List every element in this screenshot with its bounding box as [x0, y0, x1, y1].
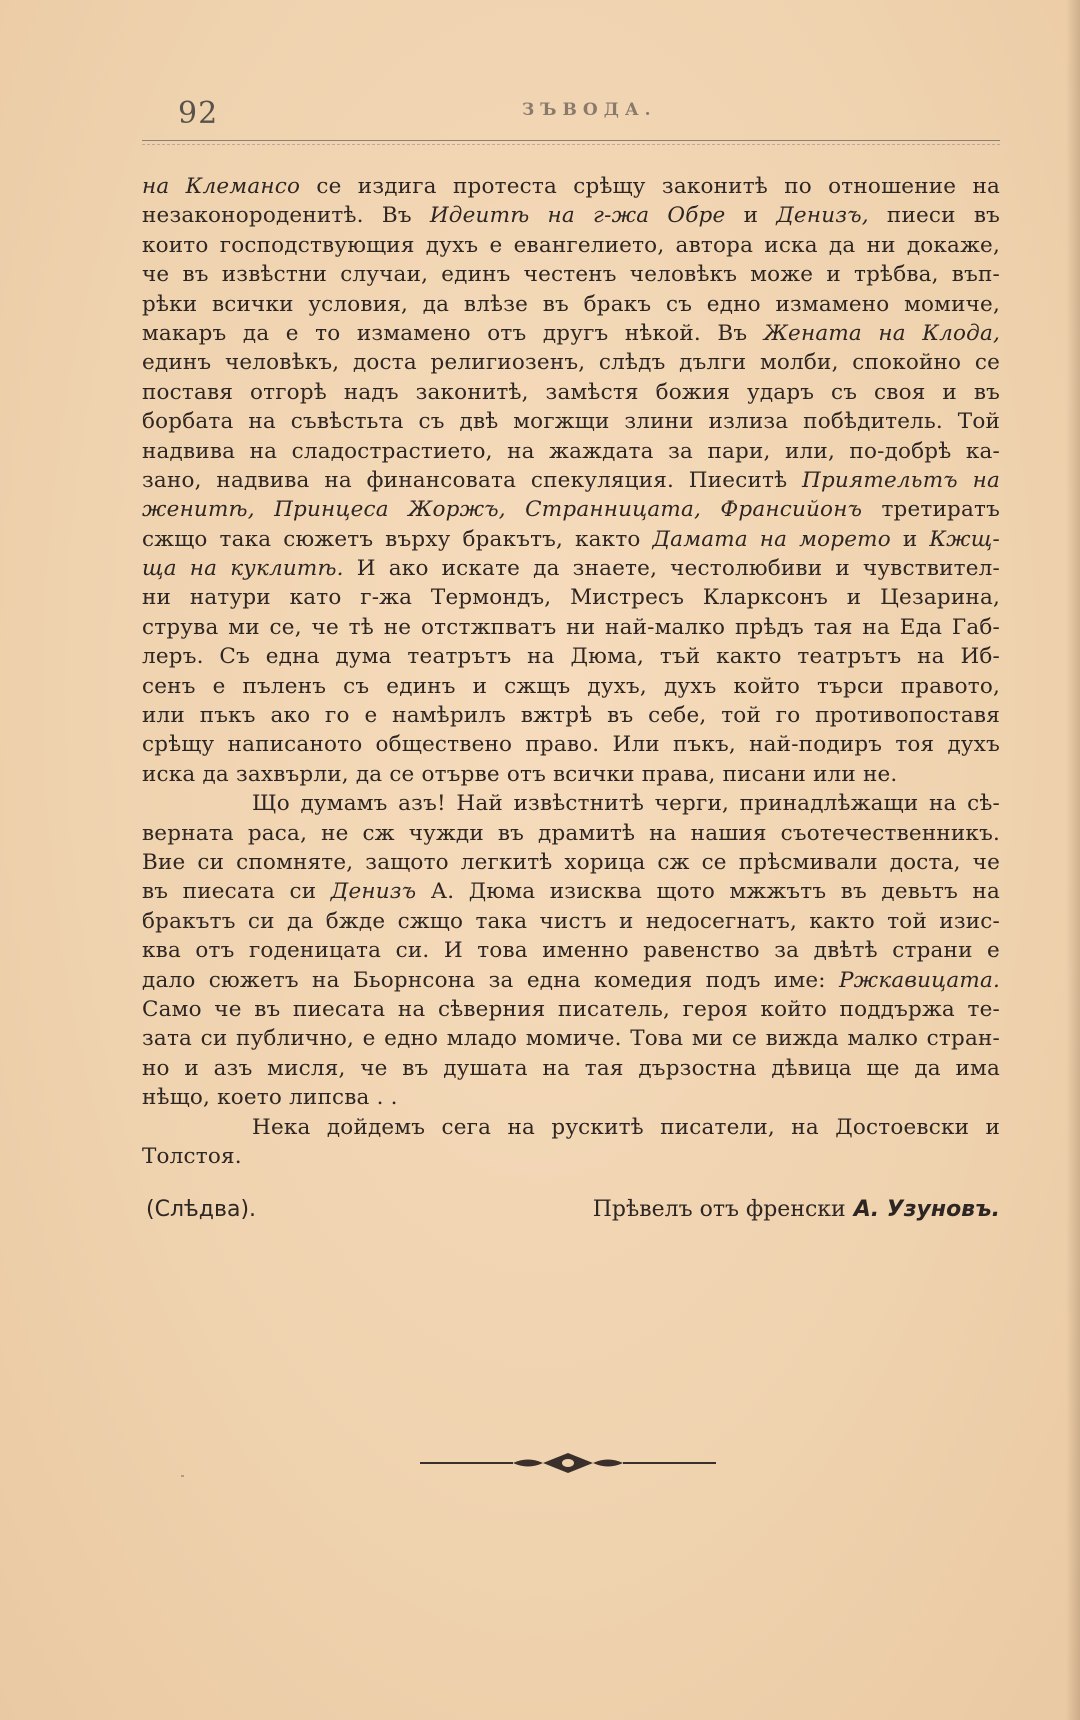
text-line [142, 348, 1000, 377]
text-line [142, 672, 1000, 701]
page-header [142, 96, 1000, 140]
text-segment: но и азъ мисля, че въ душата на тая дързостна дѣвица ще да има [142, 1055, 1000, 1081]
text-segment: леръ. Съ една дума театрътъ на Дюма, тъй както театрътъ на Иб- [142, 644, 1000, 670]
text-line [142, 437, 1000, 466]
text-segment: иска да захвърли, да се отърве отъ всички права, писани или не. [142, 761, 898, 787]
text-line [142, 966, 1000, 995]
text-segment: поставя отгорѣ надъ законитѣ, замѣстя божия ударъ съ своя и въ [142, 379, 1000, 405]
text-segment: че въ извѣстни случаи, единъ честенъ человѣкъ може и трѣбва, въп- [142, 262, 1000, 288]
text-line [142, 231, 1000, 260]
text-segment: сжщо така сюжетъ върху бракътъ, както [142, 526, 653, 552]
translator-name: А. Узуновъ. [853, 1197, 1000, 1222]
italic-title-text: Приятельтъ на [802, 467, 1000, 493]
text-segment: единъ человѣкъ, доста религиозенъ, слѣдъ дълги молби, спокойно се [142, 350, 1000, 376]
text-line [142, 760, 1000, 789]
text-segment: борбата на съвѣстьта съ двѣ могжщи злини излиза побѣдитель. Той [142, 409, 1000, 435]
text-segment: Толстоя. [142, 1143, 242, 1169]
text-segment: Нека дойдемъ сега на рускитѣ писатели, на Достоевски и [252, 1114, 1000, 1140]
translator-credit [593, 1193, 1000, 1227]
header-rule [142, 140, 1000, 141]
text-segment: и [725, 203, 777, 229]
text-segment: рѣки всички условия, да влѣзе въ бракъ съ едно измамено момиче, [142, 291, 1000, 317]
text-segment: пиеси въ [868, 203, 1000, 229]
text-line [142, 378, 1000, 407]
italic-title-text: Кжщ- [929, 526, 1000, 552]
text-segment: Само че въ пиесата на сѣверния писатель, героя който поддържа те- [142, 996, 1000, 1022]
text-segment: които господствующия духъ е евангелието, автора иска да ни докаже, [142, 232, 1000, 258]
header-rule-secondary [142, 144, 1000, 145]
continued-note: (Слѣдва). [146, 1197, 257, 1222]
ornament-divider [418, 1448, 718, 1478]
text-segment: незаконороденитѣ. Въ [142, 203, 430, 229]
text-line [142, 554, 1000, 583]
text-line [142, 936, 1000, 965]
text-segment: зата си публично, е едно младо момиче. Това ми се вижда малко стран- [142, 1026, 1000, 1052]
article-footer [142, 1193, 1000, 1227]
text-line [142, 407, 1000, 436]
italic-title-text: на Клемансо [142, 174, 301, 199]
text-line [142, 1054, 1000, 1083]
text-line [142, 1024, 1000, 1053]
italic-title-text: Ржкавицата. [839, 967, 1000, 993]
text-line [142, 172, 1000, 201]
italic-title-text: Жената на Клода, [763, 320, 1000, 346]
italic-title-text: Идеитѣ на г-жа Обре [429, 203, 726, 229]
text-segment: дало сюжетъ на Бьорнсона за една комедия подъ име: [142, 967, 840, 993]
text-line [142, 1083, 1000, 1112]
text-segment: и [890, 526, 930, 552]
text-segment: третиратъ [862, 497, 1001, 523]
text-line [142, 789, 1000, 818]
text-line [142, 877, 1000, 906]
italic-title-text: женитѣ, Принцеса Жоржъ, Странницата, Франсийонъ [142, 497, 863, 523]
text-segment: ква отъ годеницата си. И това именно равенство за двѣтѣ страни е [142, 938, 1000, 964]
italic-title-text: Денизъ, [776, 203, 869, 229]
text-line [142, 201, 1000, 230]
text-line [142, 848, 1000, 877]
text-line [142, 701, 1000, 730]
text-segment: се издига протеста срѣщу законитѣ по отношение на [300, 174, 1000, 199]
text-segment: въ пиесата си [142, 879, 331, 905]
text-line [142, 525, 1000, 554]
text-line [142, 466, 1000, 495]
text-segment: верната раса, не сж чужди въ драмитѣ на нашия съотечественникъ. [142, 820, 1000, 846]
text-segment: надвива на сладострастието, на жаждата за пари, или, по-добрѣ ка- [142, 438, 1000, 464]
text-line [142, 907, 1000, 936]
italic-title-text: Дамата на морето [652, 526, 891, 552]
italic-title-text: Денизъ [330, 879, 417, 905]
text-line [142, 642, 1000, 671]
italic-title-text: ща на куклитѣ. [142, 556, 344, 582]
text-segment: нѣщо, което липсва . . [142, 1085, 398, 1111]
text-segment: Вие си спомняте, защото легкитѣ хорица сж се прѣсмивали доста, че [142, 849, 1000, 875]
text-segment: Що думамъ азъ! Най извѣстнитѣ черги, принадлѣжащи на сѣ- [252, 791, 1000, 817]
text-segment: зано, надвива на финансовата спекуляция. Пиеситѣ [142, 467, 803, 493]
article-body [142, 172, 1000, 1171]
text-line [142, 995, 1000, 1024]
text-line [142, 319, 1000, 348]
text-segment: макаръ да е то измамено отъ другъ нѣкой. Въ [142, 320, 764, 346]
translator-prefix: Прѣвелъ отъ френски [592, 1197, 846, 1222]
page-number: 92 [178, 96, 219, 131]
running-title: ЗЪВОДА. [522, 100, 657, 120]
text-line [142, 1142, 1000, 1171]
text-segment: А. Дюма изисква щото мжжътъ въ девьтъ на [416, 879, 1000, 905]
text-line [142, 1113, 1000, 1142]
text-segment: струва ми се, че тѣ не отстжпватъ ни най-малко прѣдъ тая на Еда Габ- [142, 614, 1000, 640]
text-segment: сенъ е пъленъ съ единъ и сжщъ духъ, духъ който търси правото, [142, 673, 1000, 699]
page-edge-shadow [1066, 0, 1080, 1720]
text-line [142, 583, 1000, 612]
text-line [142, 260, 1000, 289]
text-segment: срѣщу написаното обществено право. Или пъкъ, най-подиръ тоя духъ [142, 732, 1000, 758]
text-line [142, 495, 1000, 524]
paper-speck [181, 1475, 184, 1477]
text-line [142, 819, 1000, 848]
text-segment: ни натури като г-жа Термондъ, Мистресъ Кларксонъ и Цезарина, [142, 585, 1000, 611]
text-line [142, 290, 1000, 319]
text-segment: или пъкъ ако го е намѣрилъ вжтрѣ въ себе, той го противопоставя [142, 703, 1000, 729]
text-line [142, 613, 1000, 642]
text-line [142, 730, 1000, 759]
text-segment: бракътъ си да бжде сжщо така чистъ и недосегнатъ, както той изис- [142, 908, 1000, 934]
text-segment: И ако искате да знаете, честолюбиви и чувствител- [343, 556, 1000, 582]
